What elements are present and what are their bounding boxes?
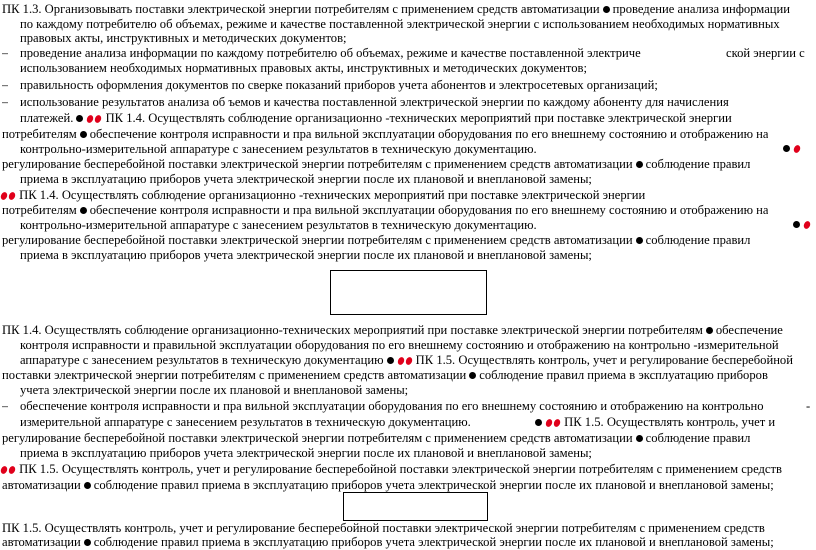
dash-marker: – <box>2 399 9 413</box>
text-line: ской энергии с <box>726 46 805 60</box>
text-fragment: проведение анализа информации <box>612 2 791 16</box>
pk14-heading: ПК 1.4. Осуществлять соблюдение организационно -технических мероприятий при поставке электрической энергии <box>105 111 732 125</box>
text-line: контроля исправности и правильной эксплуатации оборудования по его внешнему состоянию и отображению на контрольно -измерительной <box>20 338 779 352</box>
bullet-icon <box>636 161 643 168</box>
text-line: правовых акты, инструктивных и методических документов; <box>20 31 347 45</box>
text-line: измерительной аппаратуре с занесением результатов в техническую документацию. <box>20 415 471 429</box>
text-line <box>0 188 645 203</box>
red-bullet-icon <box>553 418 562 428</box>
text-fragment: соблюдение правил приема в эксплуатацию приборов учета электрической энергии после их плановой и внеплановой замены; <box>93 478 774 492</box>
text-fragment: соблюдение правил <box>645 233 751 247</box>
text-line: использование результатов анализа об ъемов и качества поставленной электрической энергии по каждому абоненту для начисления <box>20 95 729 109</box>
text-line <box>2 535 774 550</box>
pk15-heading: ПК 1.5. Осуществлять контроль, учет и регулирование бесперебойной <box>415 353 793 367</box>
text-line <box>2 323 783 338</box>
text-line <box>0 462 782 477</box>
red-bullet-icon <box>94 114 103 124</box>
text-line: использованием необходимых нормативных правовых акты, инструктивных и методических документов; <box>20 61 587 75</box>
text-line <box>2 2 790 17</box>
text-line <box>532 415 775 430</box>
text-fragment: соблюдение правил приема в эксплуатацию приборов <box>479 368 768 382</box>
text-line: ПК 1.5. Осуществлять контроль, учет и регулирование бесперебойной поставки электрической энергии потребителям с применением средств <box>2 521 765 535</box>
dash-marker: – <box>2 78 9 92</box>
bullet-icon <box>783 145 790 152</box>
pk13-heading: ПК 1.3. Организовывать поставки электрической энергии потребителям с применением средств автоматизации <box>2 2 600 16</box>
text-line: приема в эксплуатацию приборов учета электрической энергии после их плановой и внеплановой замены; <box>20 446 592 460</box>
text-fragment: поставки электрической энергии потребителям с применением средств автоматизации <box>2 368 467 382</box>
pk15-heading: ПК 1.5. Осуществлять контроль, учет и <box>564 415 776 429</box>
text-fragment: регулирование бесперебойной поставки электрической энергии потребителям с применением средств автоматизации <box>2 431 633 445</box>
text-fragment: обеспечение <box>715 323 783 337</box>
text-fragment: соблюдение правил <box>645 157 751 171</box>
bullet-group <box>790 217 811 232</box>
text-line <box>2 431 750 446</box>
text-line: правильность оформления документов по сверке показаний приборов учета абонентов и электросетевых организаций; <box>20 78 658 92</box>
text-line <box>2 478 774 493</box>
text-line: проведение анализа информации по каждому потребителю об объемах, режиме и качестве поставленной электриче <box>20 46 641 60</box>
red-bullet-icon <box>404 356 413 366</box>
bullet-icon <box>80 207 87 214</box>
bullet-icon <box>706 327 713 334</box>
text-line: приема в эксплуатацию приборов учета электрической энергии после их плановой и внеплановой замены; <box>20 172 592 186</box>
text-line: - <box>806 399 811 413</box>
text-line: приема в эксплуатацию приборов учета электрической энергии после их плановой и внеплановой замены; <box>20 248 592 262</box>
bullet-icon <box>535 419 542 426</box>
text-fragment: соблюдение правил приема в эксплуатацию приборов учета электрической энергии после их плановой и внеплановой замены; <box>93 535 774 549</box>
bullet-icon <box>603 6 610 13</box>
red-bullet-icon <box>8 465 17 475</box>
bullet-icon <box>84 482 91 489</box>
text-fragment: потребителям <box>2 203 77 217</box>
bullet-icon <box>793 221 800 228</box>
text-line <box>2 127 768 142</box>
text-line <box>2 368 768 383</box>
red-bullet-icon <box>86 114 95 124</box>
text-fragment: автоматизации <box>2 478 81 492</box>
text-line <box>20 111 732 126</box>
bullet-icon <box>636 435 643 442</box>
dash-marker: – <box>2 46 9 60</box>
text-line: обеспечение контроля исправности и пра вильной эксплуатации оборудования по его внешнему состоянию и отображению на контрольно <box>20 399 764 413</box>
bullet-icon <box>469 372 476 379</box>
text-fragment: автоматизации <box>2 535 81 549</box>
text-line <box>2 233 750 248</box>
bullet-icon <box>84 539 91 546</box>
text-line: контрольно-измерительной аппаратуре с занесением результатов в техническую документацию. <box>20 142 537 156</box>
red-bullet-icon <box>545 418 554 428</box>
red-bullet-icon <box>0 465 8 475</box>
bullet-icon <box>80 131 87 138</box>
text-line: контрольно-измерительной аппаратуре с занесением результатов в техническую документацию. <box>20 218 537 232</box>
bullet-icon <box>76 115 83 122</box>
text-line <box>2 203 768 218</box>
image-placeholder <box>330 270 487 315</box>
text-fragment: аппаратуре с занесением результатов в техническую документацию <box>20 353 384 367</box>
text-fragment: потребителям <box>2 127 77 141</box>
text-fragment: соблюдение правил <box>645 431 751 445</box>
dash-marker: – <box>2 95 9 109</box>
pk14-heading: ПК 1.4. Осуществлять соблюдение организационно-технических мероприятий при поставке электрической энергии потребителям <box>2 323 703 337</box>
text-fragment: регулирование бесперебойной поставки электрической энергии потребителям с применением средств автоматизации <box>2 157 633 171</box>
text-line: учета электрической энергии после их плановой и внеплановой замены; <box>20 383 409 397</box>
text-line <box>2 157 750 172</box>
pk14-heading: ПК 1.4. Осуществлять соблюдение организационно -технических мероприятий при поставке электрической энергии <box>19 188 646 202</box>
text-fragment: обеспечение контроля исправности и пра вильной эксплуатации оборудования по его внешнему состоянию и отображению на <box>89 203 769 217</box>
image-placeholder <box>343 492 488 521</box>
text-fragment: обеспечение контроля исправности и пра вильной эксплуатации оборудования по его внешнему состоянию и отображению на <box>89 127 769 141</box>
bullet-icon <box>636 237 643 244</box>
text-fragment: регулирование бесперебойной поставки электрической энергии потребителям с применением средств автоматизации <box>2 233 633 247</box>
red-bullet-icon <box>793 144 801 154</box>
text-line <box>20 353 793 368</box>
red-bullet-icon <box>396 356 405 366</box>
text-fragment: платежей. <box>20 111 74 125</box>
red-bullet-icon <box>803 220 811 230</box>
red-bullet-icon <box>8 191 17 201</box>
pk15-heading: ПК 1.5. Осуществлять контроль, учет и регулирование бесперебойной поставки электрической энергии потребителям с применением средств <box>19 462 782 476</box>
bullet-icon <box>387 357 394 364</box>
text-line: по каждому потребителю об объемах, режиме и качестве поставленной электрической энергии с использованием необходимых нормативных <box>20 17 780 31</box>
bullet-group <box>780 141 801 156</box>
red-bullet-icon <box>0 191 8 201</box>
